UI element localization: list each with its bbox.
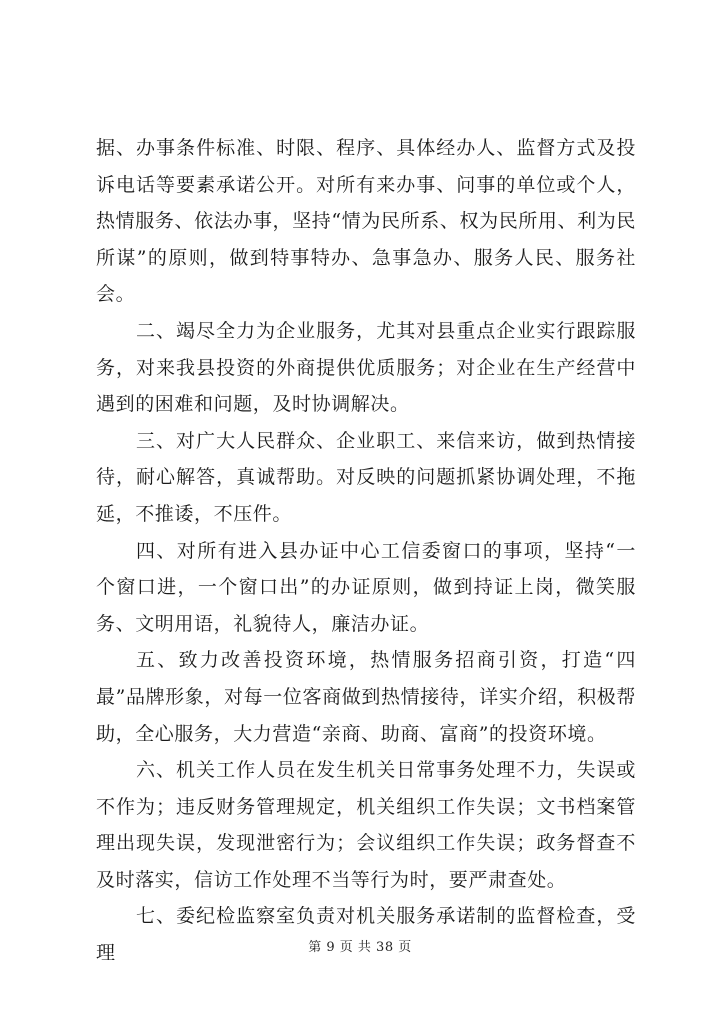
paragraph-item-2: 二、竭尽全力为企业服务，尤其对县重点企业实行跟踪服务，对来我县投资的外商提供优质服务；对企业在生产经营中遇到的困难和问题，及时协调解决。 xyxy=(96,319,636,416)
paragraph-item-4: 四、对所有进入县办证中心工信委窗口的事项，坚持“一个窗口进，一个窗口出”的办证原则，做到持证上岗，微笑服务、文明用语，礼貌待人，廉洁办证。 xyxy=(96,539,636,635)
paragraph-item-7: 七、委纪检监察室负责对机关服务承诺制的监督检查，受理 xyxy=(96,905,636,965)
document-body xyxy=(96,130,636,972)
page-number-footer: 第 9 页 共 38 页 xyxy=(308,940,412,955)
paragraph-continuation: 据、办事条件标准、时限、程序、具体经办人、监督方式及投诉电话等要素承诺公开。对所有来办事、问事的单位或个人，热情服务、依法办事，坚持“情为民所系、权为民所用、利为民所谋”的原则，做到特事特办、急事急办、服务人民、服务社会。 xyxy=(96,137,636,306)
paragraph-item-5: 五、致力改善投资环境，热情服务招商引资，打造“四最”品牌形象，对每一位客商做到热情接待，详实介绍，积极帮助，全心服务，大力营造“亲商、助商、富商”的投资环境。 xyxy=(96,649,636,745)
paragraph-item-6: 六、机关工作人员在发生机关日常事务处理不力，失误或不作为；违反财务管理规定，机关组织工作失误；文书档案管理出现失误，发现泄密行为；会议组织工作失误；政务督查不及时落实，信访工作处理不当等行为时，要严肃查处。 xyxy=(96,759,636,891)
paragraph-item-3: 三、对广大人民群众、企业职工、来信来访，做到热情接待，耐心解答，真诚帮助。对反映的问题抓紧协调处理，不拖延，不推诿，不压件。 xyxy=(96,429,636,525)
